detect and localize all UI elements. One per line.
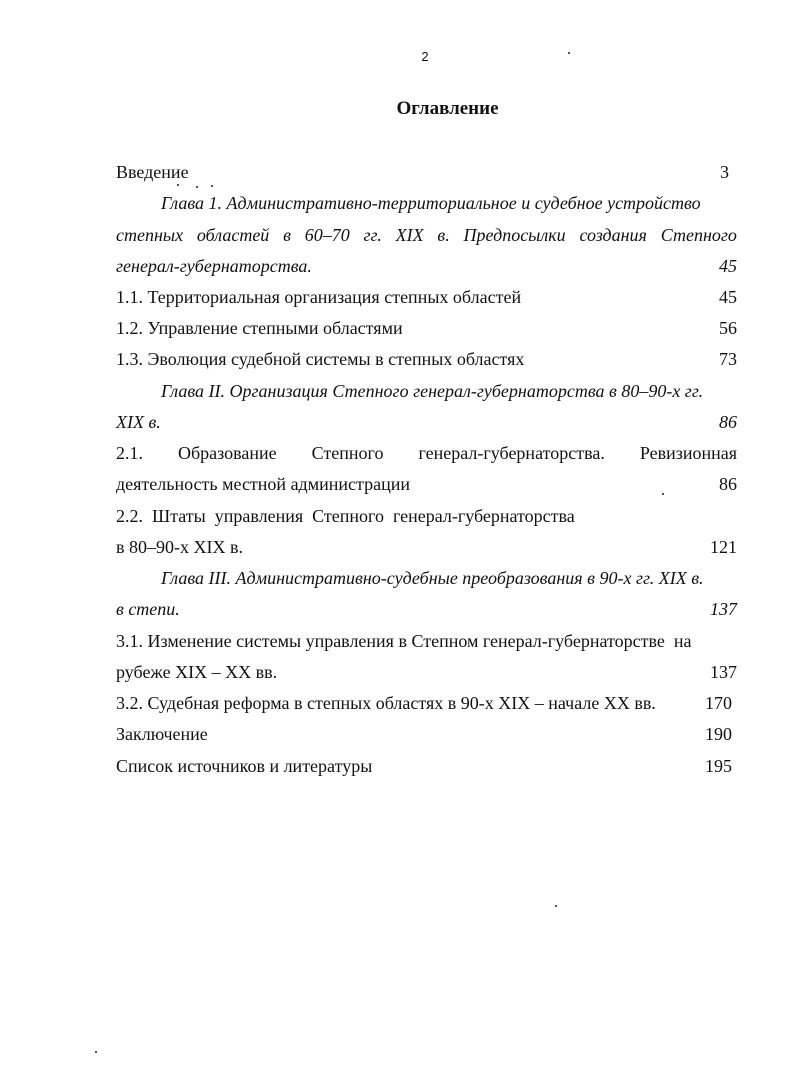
word: Степного (660, 225, 737, 245)
scan-speck (196, 186, 198, 188)
toc-page: 45 (719, 287, 737, 307)
toc-label: 3.2. Судебная реформа в степных областях в 90-х XIX – начале XX вв. (116, 693, 656, 713)
toc-label: рубеже XIX – XX вв. (116, 662, 278, 682)
toc-label: 1.2. Управление степными областями (116, 318, 403, 338)
scan-speck (211, 185, 213, 187)
word: создания (579, 225, 647, 245)
toc-page: 56 (719, 318, 737, 338)
word: Предпосылки (463, 225, 566, 245)
toc-chapter-3-line1: Глава III. Административно-судебные преобразования в 90-х гг. XIX в. (161, 568, 704, 588)
toc-chapter-1-line1: Глава 1. Административно-территориальное и судебное устройство (161, 193, 701, 213)
word: в. (437, 225, 450, 245)
toc-page: 195 (705, 756, 732, 776)
toc-chapter-1-line3 (116, 255, 737, 277)
toc-label: 1.1. Территориальная организация степных областей (116, 287, 522, 307)
toc-label: 1.3. Эволюция судебной системы в степных областях (116, 349, 525, 369)
word: степных (116, 225, 184, 245)
toc-chapter-2-line2 (116, 411, 737, 433)
toc-label: XIX в. (116, 412, 161, 432)
page-number: 2 (421, 49, 429, 64)
toc-label: Введение (116, 162, 189, 182)
toc-page: 3 (720, 162, 729, 182)
scan-speck (555, 905, 557, 907)
scan-speck (662, 493, 664, 495)
scan-speck (177, 184, 179, 186)
toc-page: 121 (710, 537, 737, 557)
toc-entry-3-2 (116, 692, 737, 714)
toc-entry-2-2-line1: 2.2. Штаты управления Степного генерал-губернаторства (116, 506, 575, 526)
word: Степного (311, 443, 384, 463)
word: в (283, 225, 291, 245)
toc-label: генерал-губернаторства. (116, 256, 312, 276)
toc-entry-3-1-line2 (116, 661, 737, 683)
toc-label: Список источников и литературы (116, 756, 373, 776)
toc-label: Заключение (116, 724, 208, 744)
toc-page: 137 (710, 599, 737, 619)
toc-page: 137 (710, 662, 737, 682)
toc-entry-1-1 (116, 286, 737, 308)
toc-entry-3-1-line1: 3.1. Изменение системы управления в Степном генерал-губернаторстве на (116, 631, 692, 651)
toc-entry-1-3 (116, 348, 737, 370)
toc-label: деятельность местной администрации (116, 474, 410, 494)
page-title: Оглавление (396, 98, 499, 119)
toc-entry-2-1-line2 (116, 473, 737, 495)
toc-chapter-1-line2 (116, 224, 737, 246)
word: 2.1. (116, 443, 143, 463)
scan-speck (95, 1051, 97, 1053)
toc-entry-1-2 (116, 317, 737, 339)
toc-page: 86 (719, 474, 737, 494)
toc-label: в 80–90-х XIX в. (116, 537, 243, 557)
toc-entry-conclusion (116, 723, 737, 745)
scan-speck (568, 52, 570, 54)
toc-entry-2-2-line2 (116, 536, 737, 558)
toc-page: 86 (719, 412, 737, 432)
toc-page: 45 (719, 256, 737, 276)
toc-chapter-2-line1: Глава II. Организация Степного генерал-губернаторства в 80–90-х гг. (161, 381, 704, 401)
word: областей (196, 225, 270, 245)
toc-entry-intro (116, 161, 737, 183)
word: генерал-губернаторства. (418, 443, 605, 463)
word: 60–70 (304, 225, 350, 245)
toc-chapter-3-line2 (116, 598, 737, 620)
toc-entry-2-1-line1 (116, 442, 737, 464)
word: Ревизионная (639, 443, 737, 463)
word: XIX (395, 225, 424, 245)
word: Образование (178, 443, 277, 463)
toc-label: в степи. (116, 599, 180, 619)
toc-page: 170 (705, 693, 732, 713)
toc-page: 73 (719, 349, 737, 369)
toc-page: 190 (705, 724, 732, 744)
word: гг. (363, 225, 382, 245)
toc-entry-sources (116, 755, 737, 777)
